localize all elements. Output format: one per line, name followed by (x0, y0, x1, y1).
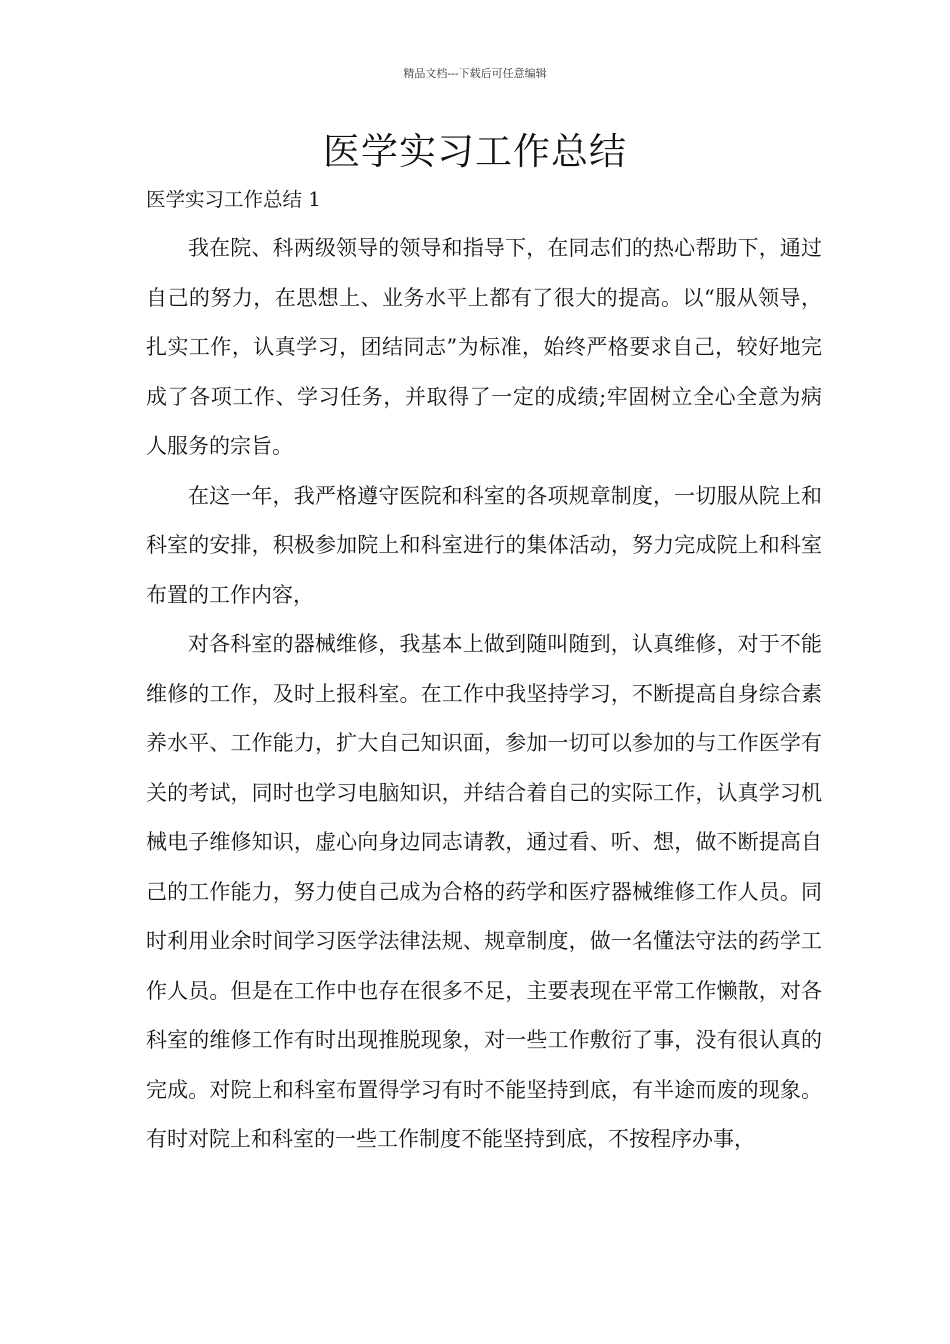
section-heading: 医学实习工作总结 1 (146, 188, 321, 211)
paragraph-1: 我在院、科两级领导的领导和指导下，在同志们的热心帮助下，通过自己的努力，在思想上、业务水平上都有了很大的提高。以“服从领导，扎实工作，认真学习，团结同志”为标准，始终严格要求自己，较好地完成了各项工作、学习任务，并取得了一定的成绩;牢固树立全心全意为病人服务的宗旨。 (146, 236, 822, 458)
paragraph-2: 在这一年，我严格遵守医院和科室的各项规章制度，一切服从院上和科室的安排，积极参加院上和科室进行的集体活动，努力完成院上和科室布置的工作内容， (146, 483, 822, 607)
document-title: 医学实习工作总结 (323, 130, 627, 173)
paragraph-3: 对各科室的器械维修，我基本上做到随叫随到，认真维修，对于不能维修的工作，及时上报科室。在工作中我坚持学习，不断提高自身综合素养水平、工作能力，扩大自己知识面，参加一切可以参加的与工作医学有关的考试，同时也学习电脑知识，并结合着自己的实际工作，认真学习机械电子维修知识，虚心向身边同志请教，通过看、听、想，做不断提高自己的工作能力，努力使自己成为合格的药学和医疗器械维修工作人员。同时利用业余时间学习医学法律法规、规章制度，做一名懂法守法的药学工作人员。但是在工作中也存在很多不足，主要表现在平常工作懒散，对各科室的维修工作有时出现推脱现象，对一些工作敷衍了事，没有很认真的完成。对院上和科室布置得学习有时不能坚持到底，有半途而废的现象。有时对院上和科室的一些工作制度不能坚持到底，不按程序办事， (146, 632, 822, 1151)
page-header: 精品文档---下载后可任意编辑 (403, 67, 547, 80)
document-body (146, 224, 822, 1165)
